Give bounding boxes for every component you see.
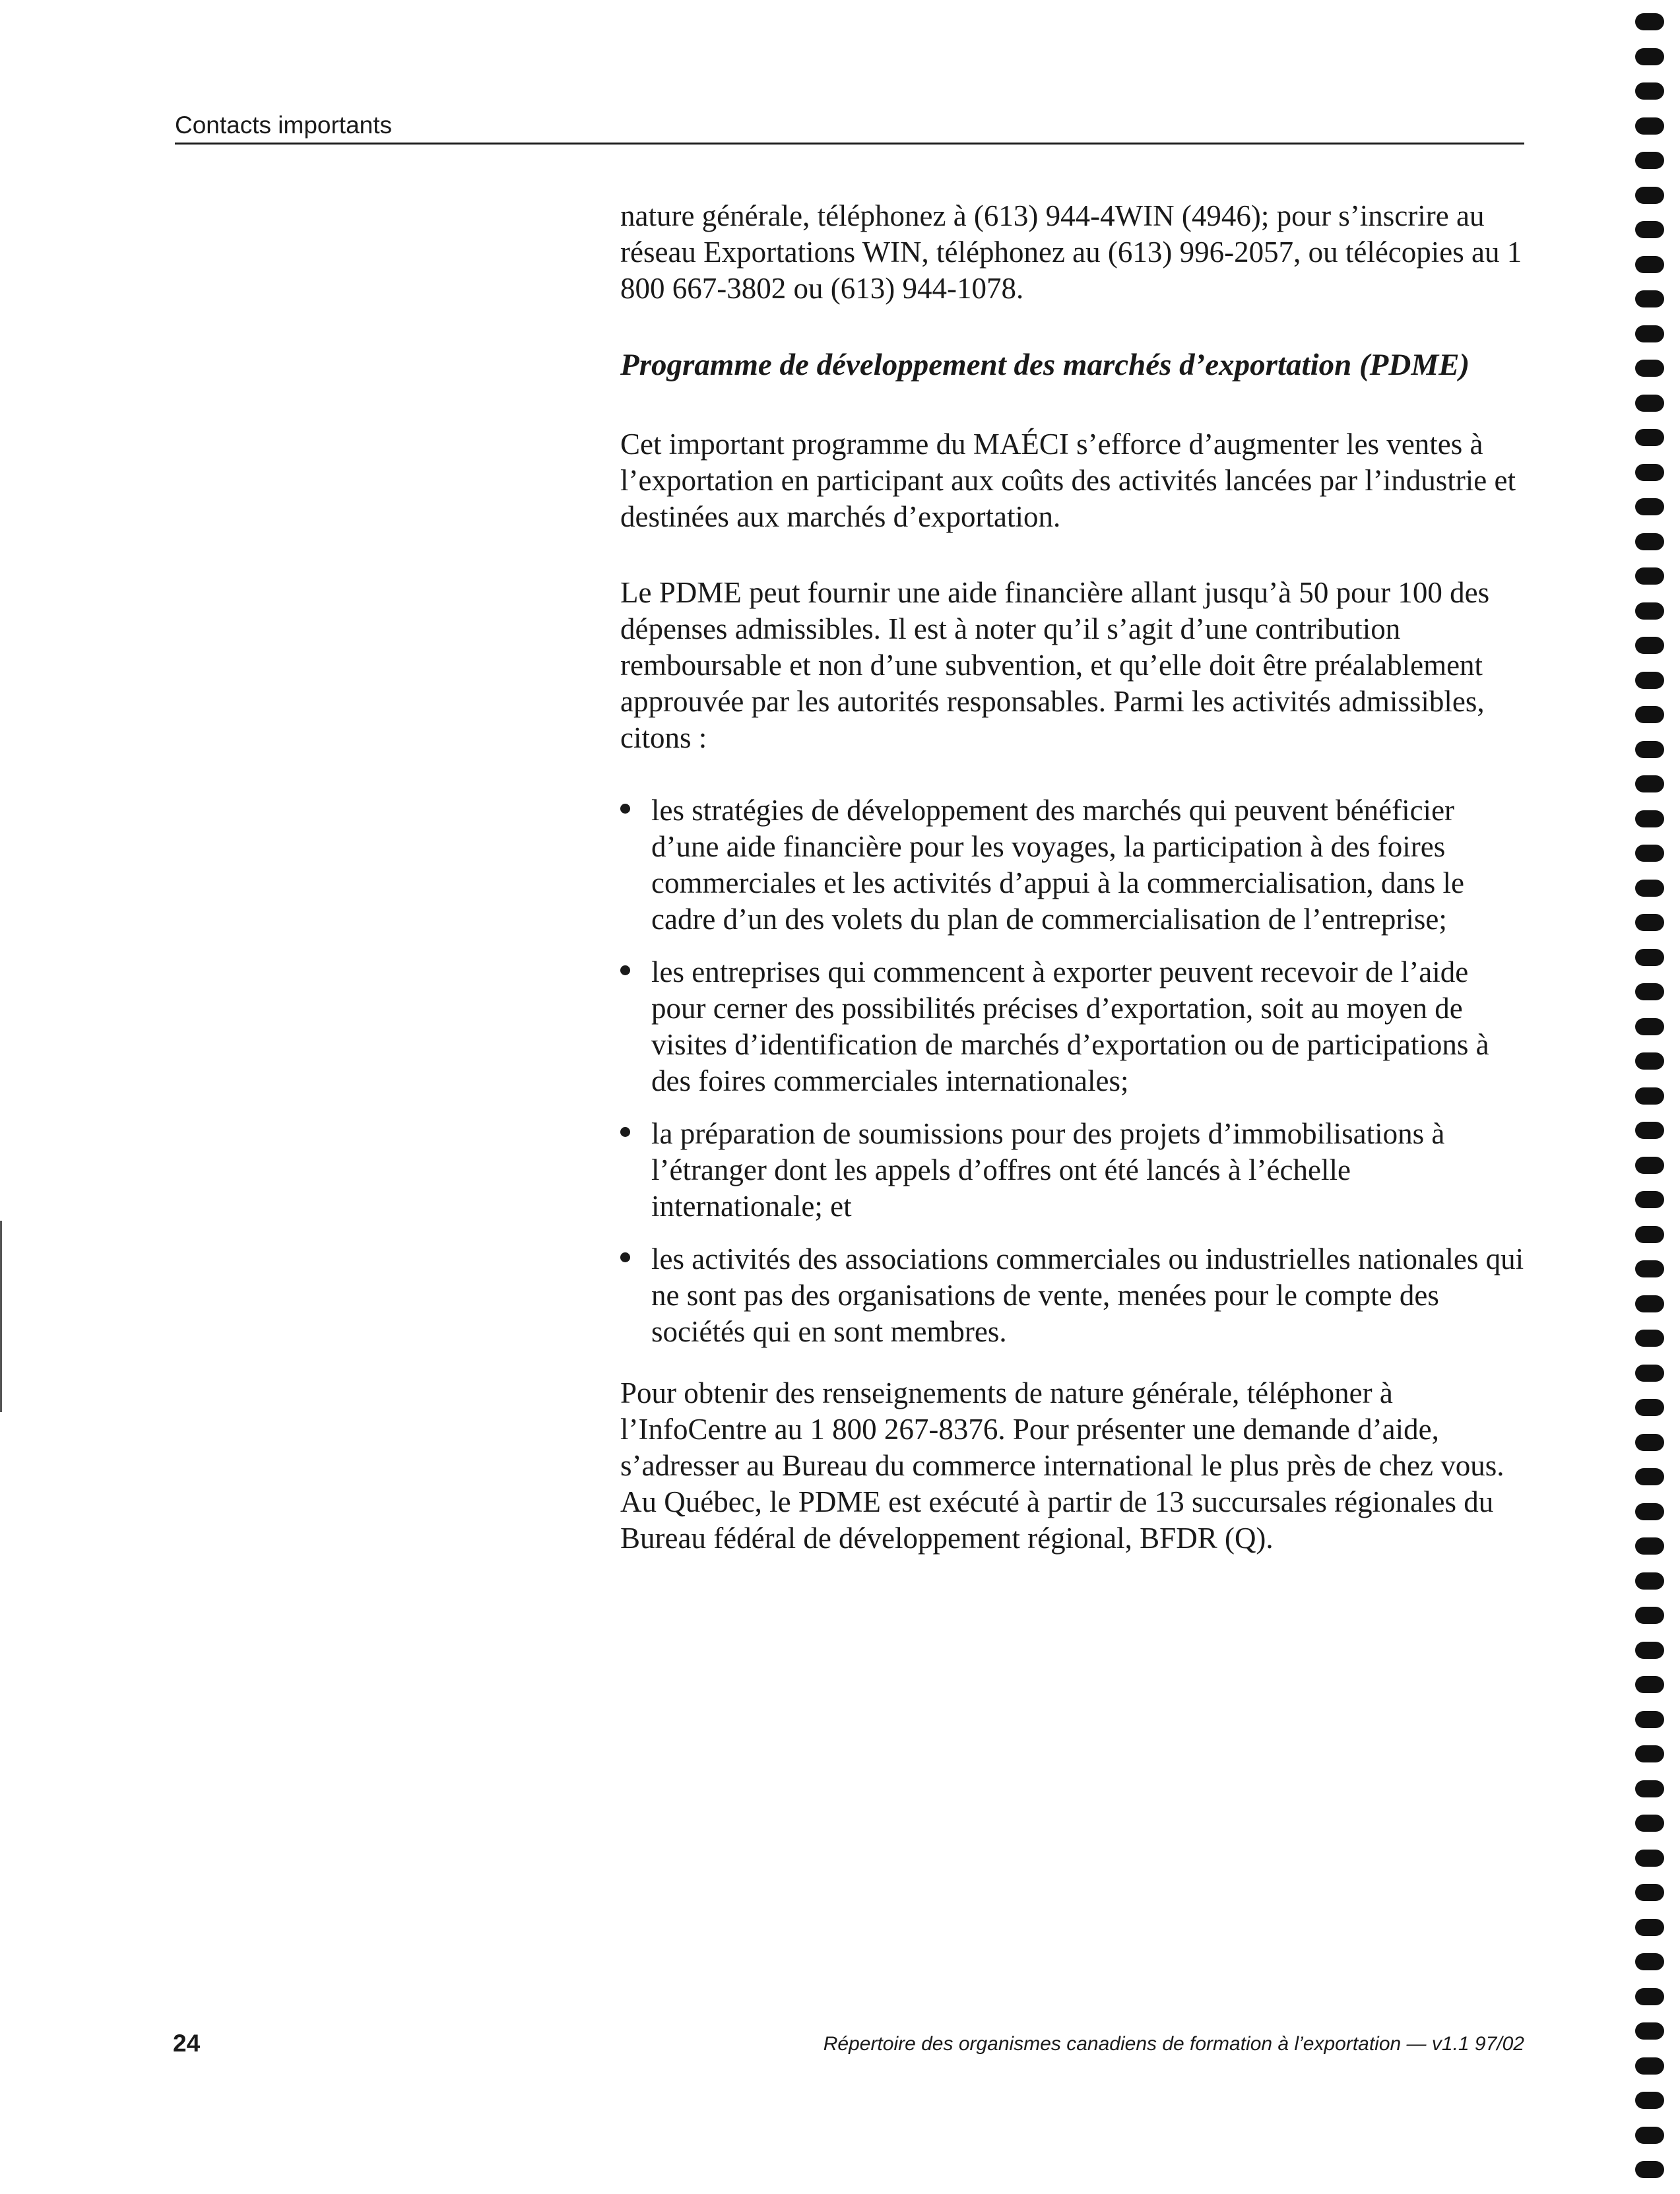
binding-holes bbox=[1635, 0, 1668, 2194]
binding-hole bbox=[1635, 983, 1664, 1000]
binding-hole bbox=[1635, 1642, 1664, 1659]
list-item-text: les activités des associations commerciales ou industrielles nationales qui ne sont pas des organisations de vente, menées pour le compte des sociétés qui en sont membres. bbox=[651, 1242, 1524, 1348]
binding-hole bbox=[1635, 48, 1664, 65]
binding-hole bbox=[1635, 1988, 1664, 2005]
list-item bbox=[620, 792, 1524, 938]
binding-hole bbox=[1635, 1260, 1664, 1277]
binding-hole bbox=[1635, 1434, 1664, 1451]
binding-hole bbox=[1635, 602, 1664, 620]
page-number: 24 bbox=[173, 2030, 201, 2057]
binding-hole bbox=[1635, 949, 1664, 966]
binding-hole bbox=[1635, 256, 1664, 273]
list-item-text: les stratégies de développement des marchés qui peuvent bénéficier d’une aide financière pour les voyages, la participation à des foires commerciales et les activités d’appui à la commercialisation, dans le cadre d’un des volets du plan de commercialisation de l’entreprise; bbox=[651, 794, 1465, 936]
binding-hole bbox=[1635, 810, 1664, 827]
binding-hole bbox=[1635, 845, 1664, 862]
paragraph-financial-aid: Le PDME peut fournir une aide financière allant jusqu’à 50 pour 100 des dépenses admissibles. Il est à noter qu’il s’agit d’une contribution remboursable et non d’une subvention, et qu’elle doit être préalablement approuvée par les autorités responsables. Parmi les activités admissibles, citons : bbox=[620, 576, 1490, 754]
binding-hole bbox=[1635, 1018, 1664, 1035]
binding-hole bbox=[1635, 290, 1664, 307]
binding-hole bbox=[1635, 2092, 1664, 2109]
binding-hole bbox=[1635, 2161, 1664, 2178]
binding-hole bbox=[1635, 706, 1664, 723]
binding-hole bbox=[1635, 464, 1664, 481]
bullet-icon bbox=[620, 965, 630, 975]
binding-hole bbox=[1635, 395, 1664, 412]
list-item bbox=[620, 954, 1524, 1099]
binding-hole bbox=[1635, 82, 1664, 100]
binding-hole bbox=[1635, 1503, 1664, 1520]
binding-hole bbox=[1635, 2057, 1664, 2075]
running-header-title: Contacts importants bbox=[175, 112, 393, 139]
binding-hole bbox=[1635, 1676, 1664, 1693]
binding-hole bbox=[1635, 1607, 1664, 1624]
section-heading: Programme de développement des marchés d’exportation (PDME) bbox=[620, 348, 1470, 382]
list-item-text: la préparation de soumissions pour des projets d’immobilisations à l’étranger dont les appels d’offres ont été lancés à l’échelle internationale; et bbox=[651, 1117, 1445, 1223]
binding-hole bbox=[1635, 2022, 1664, 2040]
scan-edge-mark bbox=[0, 1221, 2, 1412]
binding-hole bbox=[1635, 1468, 1664, 1485]
paragraph-contact-info: Pour obtenir des renseignements de nature générale, téléphoner à l’InfoCentre au 1 800 267-8376. Pour présenter une demande d’aide, s’adresser au Bureau du commerce international le plus près de chez vous. Au Québec, le PDME est exécuté à partir de 13 succursales régionales du Bureau fédéral de développement régional, BFDR (Q). bbox=[620, 1376, 1504, 1555]
binding-hole bbox=[1635, 187, 1664, 204]
binding-hole bbox=[1635, 880, 1664, 897]
binding-hole bbox=[1635, 1191, 1664, 1208]
binding-hole bbox=[1635, 1295, 1664, 1312]
binding-hole bbox=[1635, 1919, 1664, 1936]
list-item bbox=[620, 1241, 1524, 1350]
bullet-icon bbox=[620, 1252, 630, 1262]
binding-hole bbox=[1635, 533, 1664, 550]
binding-hole bbox=[1635, 567, 1664, 585]
binding-hole bbox=[1635, 498, 1664, 515]
binding-hole bbox=[1635, 1850, 1664, 1867]
main-text-column bbox=[620, 198, 1524, 1557]
binding-hole bbox=[1635, 2127, 1664, 2144]
eligible-activities-list bbox=[620, 792, 1524, 1350]
binding-hole bbox=[1635, 1780, 1664, 1797]
binding-hole bbox=[1635, 775, 1664, 792]
binding-hole bbox=[1635, 1745, 1664, 1762]
list-item-text: les entreprises qui commencent à exporter peuvent recevoir de l’aide pour cerner des possibilités précises d’exportation, soit au moyen de visites d’identification de marchés d’exportation ou de participations à des foires commerciales internationales; bbox=[651, 955, 1489, 1097]
binding-hole bbox=[1635, 1537, 1664, 1555]
binding-hole bbox=[1635, 429, 1664, 446]
binding-hole bbox=[1635, 221, 1664, 238]
footer-document-title: Répertoire des organismes canadiens de formation à l’exportation — v1.1 97/02 bbox=[823, 2033, 1524, 2055]
binding-hole bbox=[1635, 1399, 1664, 1416]
binding-hole bbox=[1635, 1884, 1664, 1901]
binding-hole bbox=[1635, 117, 1664, 135]
binding-hole bbox=[1635, 360, 1664, 377]
binding-hole bbox=[1635, 1953, 1664, 1970]
intro-paragraph: nature générale, téléphonez à (613) 944-4WIN (4946); pour s’inscrire au réseau Exportations WIN, téléphonez au (613) 996-2057, ou télécopies au 1 800 667-3802 ou (613) 944-1078. bbox=[620, 199, 1522, 305]
binding-hole bbox=[1635, 1365, 1664, 1382]
binding-hole bbox=[1635, 1226, 1664, 1243]
binding-hole bbox=[1635, 1572, 1664, 1590]
binding-hole bbox=[1635, 1330, 1664, 1347]
binding-hole bbox=[1635, 914, 1664, 931]
binding-hole bbox=[1635, 741, 1664, 758]
binding-hole bbox=[1635, 1122, 1664, 1139]
binding-hole bbox=[1635, 672, 1664, 689]
bullet-icon bbox=[620, 1127, 630, 1137]
binding-hole bbox=[1635, 13, 1664, 30]
binding-hole bbox=[1635, 1157, 1664, 1174]
binding-hole bbox=[1635, 325, 1664, 342]
binding-hole bbox=[1635, 152, 1664, 169]
binding-hole bbox=[1635, 1052, 1664, 1070]
binding-hole bbox=[1635, 1087, 1664, 1105]
binding-hole bbox=[1635, 1711, 1664, 1728]
binding-hole bbox=[1635, 1815, 1664, 1832]
bullet-icon bbox=[620, 804, 630, 814]
header-rule bbox=[175, 143, 1524, 145]
binding-hole bbox=[1635, 637, 1664, 654]
paragraph-program-description: Cet important programme du MAÉCI s’efforce d’augmenter les ventes à l’exportation en participant aux coûts des activités lancées par l’industrie et destinées aux marchés d’exportation. bbox=[620, 428, 1516, 533]
list-item bbox=[620, 1116, 1524, 1225]
